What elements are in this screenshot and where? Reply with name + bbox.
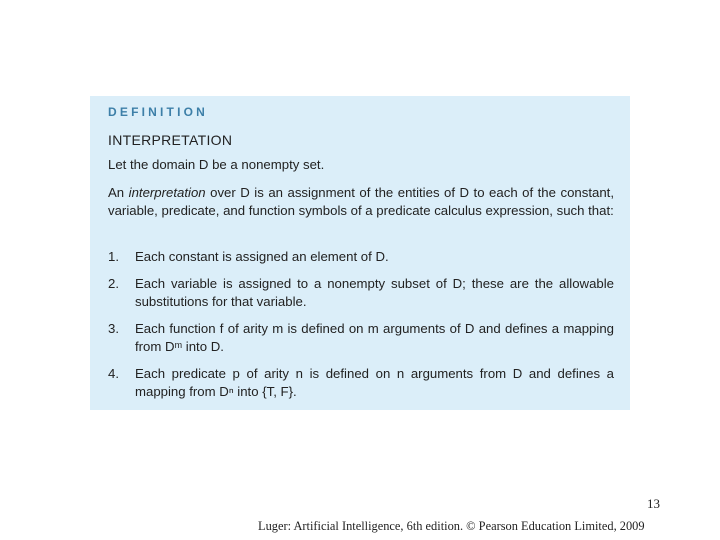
paragraph-prefix: An xyxy=(108,185,129,200)
item-number: 1. xyxy=(108,249,119,264)
paragraph-emphasis: interpretation xyxy=(128,185,206,200)
footer-citation: Luger: Artificial Intelligence, 6th edition. © Pearson Education Limited, 2009 xyxy=(258,519,645,533)
item-text: Each variable is assigned to a nonempty subset of D; these are the allowable substitutions for that variable. xyxy=(135,276,614,309)
paragraph-suffix: over D is an assignment of the entities of D to each of the constant, variable, predicate, and function symbols of a predicate calculus expression, such that: xyxy=(108,185,614,218)
item-text: Each constant is assigned an element of D. xyxy=(135,249,389,264)
item-text: Each predicate p of arity n is defined on n arguments from D and defines a mapping from Dⁿ into {T, F}. xyxy=(135,366,614,399)
definition-box xyxy=(90,96,630,410)
definition-intro: Let the domain D be a nonempty set. xyxy=(108,157,325,172)
item-text: Each function f of arity m is defined on m arguments of D and defines a mapping from Dᵐ into D. xyxy=(135,321,614,354)
definition-paragraph xyxy=(108,184,614,219)
item-number: 2. xyxy=(108,276,119,291)
item-number: 3. xyxy=(108,321,119,336)
page-number: 13 xyxy=(647,496,660,511)
item-number: 4. xyxy=(108,366,119,381)
definition-title: INTERPRETATION xyxy=(108,132,233,148)
definition-heading: DEFINITION xyxy=(108,105,208,119)
